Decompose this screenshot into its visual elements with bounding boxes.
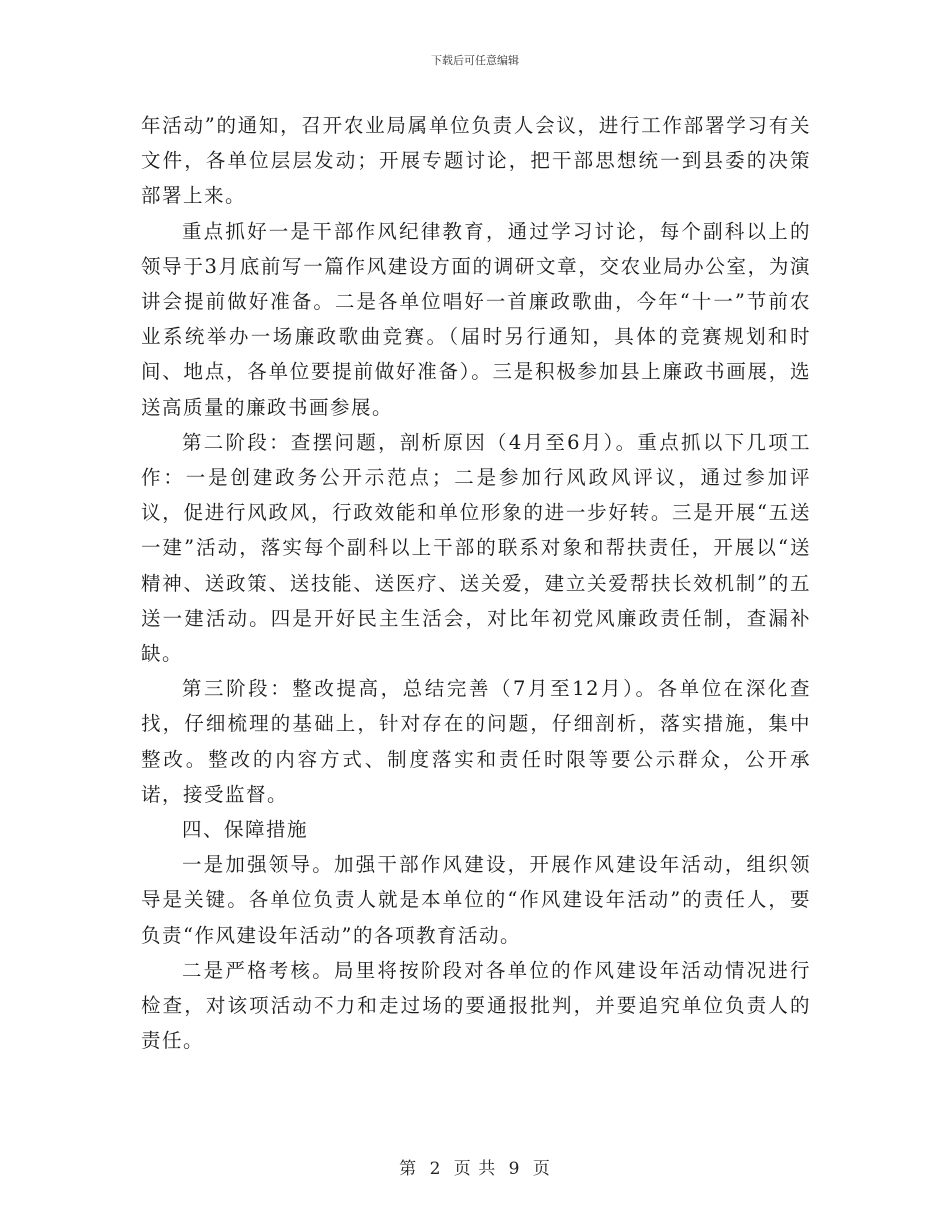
footer-middle: 页 共 [453,1159,497,1179]
section-heading: 四、保障措施 [181,818,308,842]
paragraph-6: 二是严格考核。局里将按阶段对各单位的作风建设年活动情况进行检查，对该项活动不力和走过场的要通报批判，并要追究单位负责人的责任。 [141,958,811,1053]
footer-prefix: 第 [399,1159,418,1179]
paragraph-2: 重点抓好一是干部作风纪律教育，通过学习讨论，每个副科以上的领导于3月底前写一篇作风建设方面的调研文章，交农业局办公室，为演讲会提前做好准备。二是各单位唱好一首廉政歌曲，今年“十一”节前农业系统举办一场廉政歌曲竞赛。（届时另行通知，具体的竞赛规划和时间、地点，各单位要提前做好准备）。三是积极参加县上廉政书画展，选送高质量的廉政书画参展。 [141,219,811,419]
footer-total-pages: 9 [508,1159,521,1179]
paragraph-1: 年活动”的通知，召开农业局属单位负责人会议，进行工作部署学习有关文件，各单位层层发动；开展专题讨论，把干部思想统一到县委的决策部署上来。 [141,114,811,208]
paragraph-3: 第二阶段：查摆问题，剖析原因（4月至6月）。重点抓以下几项工作：一是创建政务公开示范点；二是参加行风政风评议，通过参加评议，促进行风政风，行政效能和单位形象的进一步好转。三是开展“五送一建”活动，落实每个副科以上干部的联系对象和帮扶责任，开展以“送精神、送政策、送技能、送医疗、送关爱，建立关爱帮扶长效机制”的五送一建活动。四是开好民主生活会，对比年初党风廉政责任制，查漏补缺。 [141,430,811,666]
document-body [141,108,811,1058]
page-header: 下载后可任意编辑 [431,54,519,67]
footer-page-number: 2 [429,1159,442,1179]
page-footer [0,1154,950,1179]
footer-suffix: 页 [532,1159,551,1179]
paragraph-5: 一是加强领导。加强干部作风建设，开展作风建设年活动，组织领导是关键。各单位负责人就是本单位的“作风建设年活动”的责任人，要负责“作风建设年活动”的各项教育活动。 [141,853,811,947]
paragraph-4: 第三阶段：整改提高，总结完善（7月至12月）。各单位在深化查找，仔细梳理的基础上，针对存在的问题，仔细剖析，落实措施，集中整改。整改的内容方式、制度落实和责任时限等要公示群众，公开承诺，接受监督。 [141,677,811,806]
